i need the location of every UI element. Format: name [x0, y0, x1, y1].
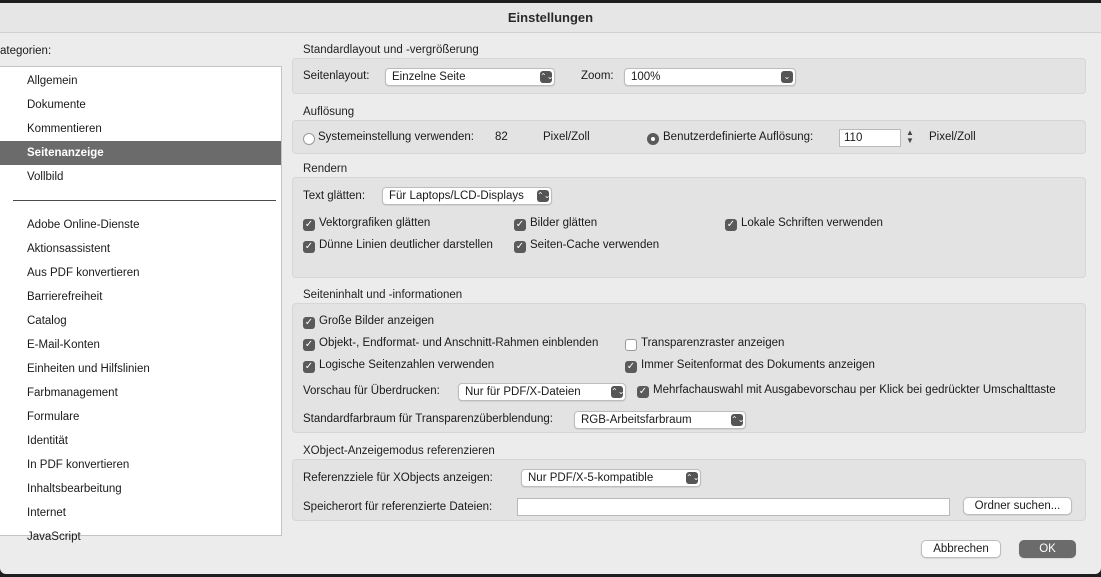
chevron-down-icon: ⌄ — [781, 71, 793, 83]
page-format-checkbox[interactable]: ✓ — [626, 361, 636, 372]
popup-arrows-icon: ⌃⌄ — [537, 191, 551, 200]
page-format-label: Immer Seitenformat des Dokuments anzeigen — [641, 359, 875, 371]
custom-resolution-radio[interactable] — [647, 133, 659, 145]
category-item-aus-pdf-konvertieren[interactable]: Aus PDF konvertieren — [27, 267, 140, 279]
transparency-grid-checkbox[interactable] — [625, 339, 637, 351]
title-bar — [0, 3, 1101, 33]
category-item-einheiten[interactable]: Einheiten und Hilfslinien — [27, 363, 150, 375]
large-images-checkbox[interactable]: ✓ — [304, 317, 314, 328]
system-resolution-unit: Pixel/Zoll — [543, 131, 590, 143]
targets-value: Nur PDF/X-5-kompatible — [528, 472, 654, 484]
zoom-value: 100% — [631, 71, 661, 83]
page-content-section-title: Seiteninhalt und -informationen — [303, 289, 463, 301]
page-layout-value: Einzelne Seite — [392, 71, 466, 83]
blend-select[interactable] — [574, 411, 746, 429]
category-item-in-pdf-konvertieren[interactable]: In PDF konvertieren — [27, 459, 130, 471]
category-item-barrierefreiheit[interactable]: Barrierefreiheit — [27, 291, 103, 303]
transparency-grid-label: Transparenzraster anzeigen — [641, 337, 785, 349]
page-cache-label: Seiten-Cache verwenden — [530, 239, 660, 251]
category-item-javascript[interactable]: JavaScript — [27, 531, 81, 543]
category-item-catalog[interactable]: Catalog — [27, 315, 67, 327]
cancel-button[interactable]: Abbrechen — [921, 540, 1001, 558]
smooth-text-value: Für Laptops/LCD-Displays — [389, 190, 524, 202]
multiselect-label: Mehrfachauswahl mit Ausgabevorschau per Klick bei gedrückter Umschalttaste — [653, 384, 1056, 396]
page-cache-checkbox[interactable]: ✓ — [515, 241, 525, 252]
local-fonts-label: Lokale Schriften verwenden — [741, 217, 883, 229]
category-item-email-konten[interactable]: E-Mail-Konten — [27, 339, 100, 351]
custom-resolution-input[interactable]: 110 — [839, 129, 901, 147]
category-list[interactable] — [0, 66, 282, 543]
window-title: Einstellungen — [507, 10, 594, 25]
overprint-label: Vorschau für Überdrucken: — [303, 385, 440, 397]
resolution-section-title: Auflösung — [303, 106, 355, 118]
popup-arrows-icon: ⌃⌄ — [611, 387, 625, 396]
category-separator — [13, 200, 276, 201]
local-fonts-checkbox[interactable]: ✓ — [726, 219, 736, 230]
xobject-group — [292, 459, 1086, 521]
overprint-select[interactable] — [458, 383, 626, 401]
boxes-label: Objekt-, Endformat- und Anschnitt-Rahmen einblenden — [319, 337, 599, 349]
popup-arrows-icon: ⌃⌄ — [731, 415, 745, 424]
overprint-value: Nur für PDF/X-Dateien — [465, 386, 581, 398]
category-item-formulare[interactable]: Formulare — [27, 411, 80, 423]
xobject-section-title: XObject-Anzeigemodus referenzieren — [303, 445, 495, 457]
page-content-group — [292, 303, 1086, 433]
targets-label: Referenzziele für XObjects anzeigen: — [303, 472, 493, 484]
blend-label: Standardfarbraum für Transparenzüberblendung: — [303, 413, 553, 425]
render-group — [292, 177, 1086, 278]
category-item-kommentieren[interactable]: Kommentieren — [27, 123, 102, 135]
popup-arrows-icon: ⌃⌄ — [686, 473, 700, 482]
system-resolution-value: 82 — [495, 131, 508, 143]
custom-resolution-label: Benutzerdefinierte Auflösung: — [663, 131, 814, 143]
logical-pages-checkbox[interactable]: ✓ — [304, 361, 314, 372]
category-item-adobe-online-dienste[interactable]: Adobe Online-Dienste — [27, 219, 140, 231]
resolution-stepper-icon[interactable]: ▲ ▼ — [906, 128, 914, 145]
thin-lines-label: Dünne Linien deutlicher darstellen — [319, 239, 493, 251]
thin-lines-checkbox[interactable]: ✓ — [304, 241, 314, 252]
category-item-vollbild[interactable]: Vollbild — [27, 171, 64, 183]
category-item-identitaet[interactable]: Identität — [27, 435, 68, 447]
category-item-dokumente[interactable]: Dokumente — [27, 99, 86, 111]
custom-resolution-unit: Pixel/Zoll — [929, 131, 976, 143]
category-item-inhaltsbearbeitung[interactable]: Inhaltsbearbeitung — [27, 483, 122, 495]
category-item-internet[interactable]: Internet — [27, 507, 66, 519]
images-smooth-checkbox[interactable]: ✓ — [515, 219, 525, 230]
smooth-text-label: Text glätten: — [303, 190, 366, 202]
smooth-text-select[interactable] — [382, 187, 552, 205]
zoom-label: Zoom: — [581, 70, 614, 82]
images-smooth-label: Bilder glätten — [530, 217, 598, 229]
logical-pages-label: Logische Seitenzahlen verwenden — [319, 359, 495, 371]
categories-label: ategorien: — [0, 45, 52, 57]
resolution-group — [292, 120, 1086, 154]
popup-arrows-icon: ⌃⌄ — [540, 72, 554, 81]
zoom-select[interactable] — [624, 68, 796, 86]
browse-folder-button[interactable]: Ordner suchen... — [963, 497, 1072, 515]
preferences-window — [0, 3, 1101, 574]
category-item-aktionsassistent[interactable]: Aktionsassistent — [27, 243, 111, 255]
large-images-label: Große Bilder anzeigen — [319, 315, 435, 327]
page-layout-label: Seitenlayout: — [303, 70, 370, 82]
category-item-seitenanzeige[interactable]: Seitenanzeige — [0, 141, 281, 165]
category-item-allgemein[interactable]: Allgemein — [27, 75, 78, 87]
ok-button[interactable]: OK — [1019, 540, 1076, 558]
location-input[interactable] — [517, 498, 950, 516]
system-resolution-label: Systemeinstellung verwenden: — [318, 131, 474, 143]
boxes-checkbox[interactable]: ✓ — [304, 339, 314, 350]
blend-value: RGB-Arbeitsfarbraum — [581, 414, 692, 426]
location-label: Speicherort für referenzierte Dateien: — [303, 501, 493, 513]
vector-smooth-checkbox[interactable]: ✓ — [304, 219, 314, 230]
layout-section-title: Standardlayout und -vergrößerung — [303, 44, 479, 56]
layout-group — [292, 58, 1086, 94]
category-item-farbmanagement[interactable]: Farbmanagement — [27, 387, 118, 399]
system-resolution-radio[interactable] — [303, 133, 315, 145]
targets-select[interactable] — [521, 469, 701, 487]
render-section-title: Rendern — [303, 163, 348, 175]
vector-smooth-label: Vektorgrafiken glätten — [319, 217, 431, 229]
page-layout-select[interactable] — [385, 68, 555, 86]
multiselect-checkbox[interactable]: ✓ — [638, 386, 648, 397]
